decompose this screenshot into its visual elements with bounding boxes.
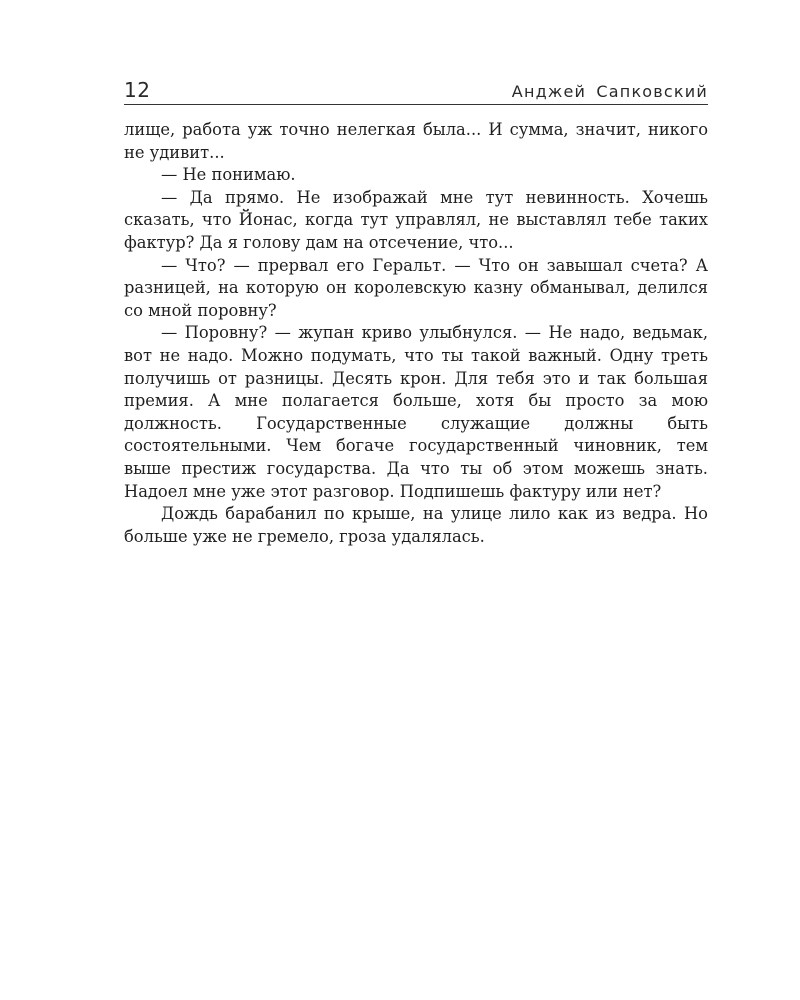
paragraph-narration: Дождь барабанил по крыше, на улице лило как из ведра. Но больше уже не гремело, гроза удалялась.	[124, 504, 708, 546]
paragraph-dialogue: — Да прямо. Не изображай мне тут невинность. Хочешь сказать, что Йонас, когда тут управлял, не выставлял тебе таких фактур? Да я голову дам на отсечение, что...	[124, 187, 708, 252]
paragraph-dialogue: — Что? — прервал его Геральт. — Что он завышал счета? А разницей, на которую он королевскую казну обманывал, делился со мной поровну?	[124, 255, 708, 320]
body-text	[124, 119, 708, 548]
book-page	[124, 78, 708, 548]
page-number: 12	[124, 78, 151, 102]
running-title-author: Анджей Сапковский	[511, 82, 708, 101]
running-header	[124, 78, 708, 105]
paragraph-dialogue: — Не понимаю.	[161, 165, 296, 185]
paragraph-continuation: лище, работа уж точно нелегкая была... И сумма, значит, никого не удивит...	[124, 120, 708, 162]
paragraph-dialogue: — Поровну? — жупан криво улыбнулся. — Не надо, ведьмак, вот не надо. Можно подумать, что ты такой важный. Одну треть получишь от разницы. Десять крон. Для тебя это и так большая премия. А мне полагается больше, хотя бы просто за мою должность. Государственные служащие должны быть состоятельными. Чем богаче государственный чиновник, тем выше престиж государства. Да что ты об этом можешь знать. Надоел мне уже этот разговор. Подпишешь фактуру или нет?	[124, 323, 708, 501]
